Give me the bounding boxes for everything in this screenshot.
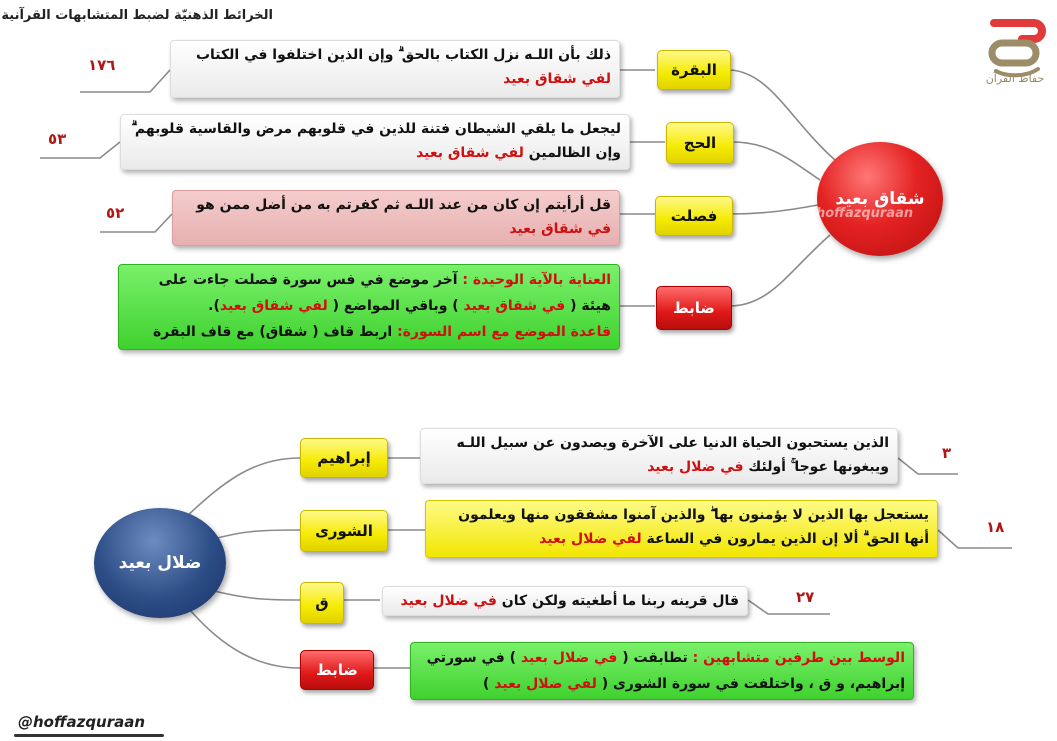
connector-hajj [732,142,820,180]
tag-rule-2: ضابط [300,650,374,690]
rule-box-1: العناية بالآية الوحيدة : آخر موضع في فس سورة فصلت جاءت على هيئة ( في شقاق بعيد ) وباقي المواضع ( لفي شقاق بعيد). قاعدة الموضع مع اسم السورة: اربط قاف ( شقاق) مع قاف البقرة [118,264,620,350]
verse-number-fussilat: ٥٢ [106,204,125,222]
verse-box-ibrahim: الذين يستحبون الحياة الدنيا على الآخرة ويصدون عن سبيل اللـه ويبغونها عوجا ۚ أولئك في ضلال بعيد [420,428,898,484]
tag-ibrahim: إبراهيم [300,438,388,478]
verse-box-qaf: قال قرينه ربنا ما أطغيته ولكن كان في ضلال بعيد [382,586,748,616]
verse-box-hajj: ليجعل ما يلقي الشيطان فتنة للذين في قلوبهم مرض والقاسية قلوبهم ۗ وإن الظالمين لفي شقاق بعيد [120,114,630,170]
connector-baqara [730,70,835,160]
footer-underline [14,734,164,737]
logo-text: حفاظ القرآن [985,72,1045,85]
footer-handle: @hoffazquraan [18,713,146,731]
watermark: @hoffazquraan [803,206,914,221]
verse-box-baqara: ذلك بأن اللـه نزل الكتاب بالحق ۗ وإن الذين اختلفوا في الكتاب لفي شقاق بعيد [170,40,620,98]
page-title: الخرائط الذهنيّة لضبط المتشابهات القرآنية [1,8,273,23]
verse-number-ibrahim: ٣ [942,444,952,462]
tag-rule-1: ضابط [656,286,732,330]
verse-number-shura: ١٨ [986,518,1005,536]
rule-box-2: الوسط بين طرفين متشابهين : تطابقت ( في ضلال بعيد ) في سورتي إبراهيم، و ق ، واختلفت في سورة الشورى ( لفي ضلال بعيد ) [410,642,914,700]
verse-box-shura: يستعجل بها الذين لا يؤمنون بها ۖ والذين آمنوا مشفقون منها ويعلمون أنها الحق ۗ ألا إن الذين يمارون في الساعة لفي ضلال بعيد [425,500,938,558]
hub-shiqaq-baeed: شقاق بعيد [817,142,943,256]
tag-fussilat: فصلت [655,196,733,236]
verse-number-baqara: ١٧٦ [88,56,116,74]
tag-qaf: ق [300,582,344,624]
connector-shura [210,530,300,540]
tag-baqara: البقرة [657,50,731,90]
tag-hajj: الحج [666,122,734,164]
verse-number-hajj: ٥٣ [48,130,67,148]
connector-ibrahim [185,458,300,518]
verse-box-fussilat: قل أرأيتم إن كان من عند اللـه ثم كفرتم به من أضل ممن هو في شقاق بعيد [172,190,620,246]
hub-dalal-baeed: ضلال بعيد [94,508,226,618]
verse-number-qaf: ٢٧ [796,588,815,606]
connector-rule2 [190,610,300,668]
connector-qaf [210,590,300,600]
connector-rule1 [730,235,830,306]
tag-shura: الشورى [300,510,388,552]
